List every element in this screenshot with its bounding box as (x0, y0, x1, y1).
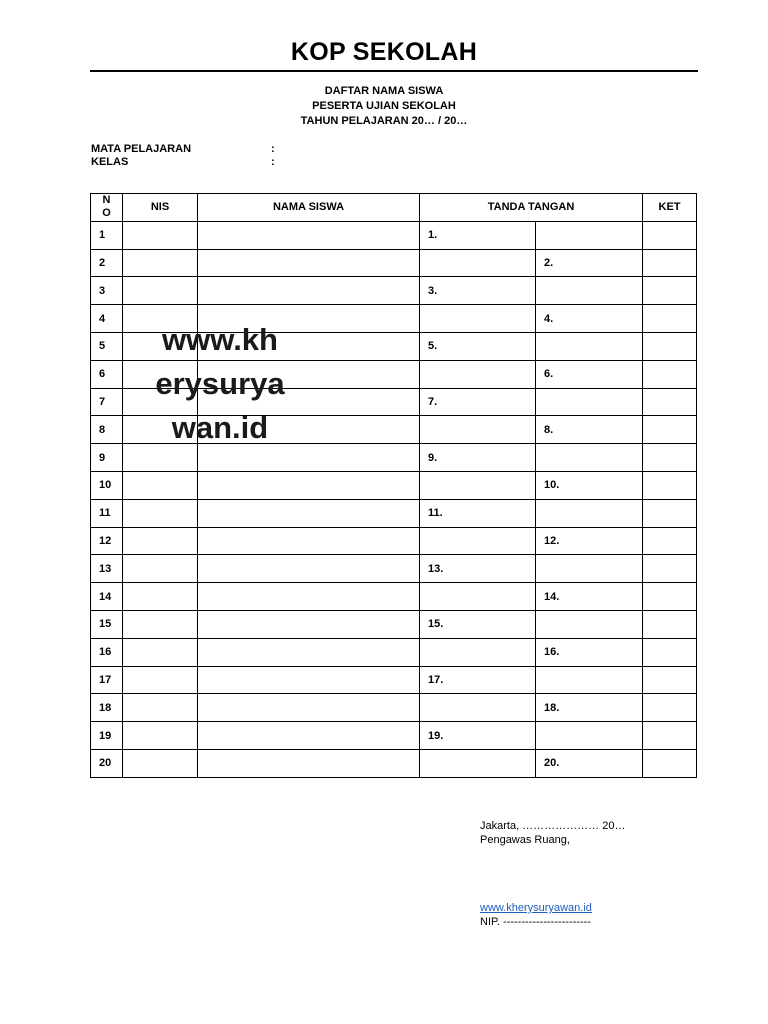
row-ttd-left-cell: 5. (420, 332, 536, 360)
row-ttd-right-cell: 4. (536, 305, 643, 333)
table-row (91, 277, 697, 305)
row-ttd-right-cell (536, 277, 643, 305)
row-ttd-right-cell: 20. (536, 749, 643, 777)
watermark-line-2: erysurya (155, 366, 285, 401)
row-nama-cell (198, 277, 420, 305)
row-ttd-left-cell (420, 416, 536, 444)
row-ttd-right-cell: 12. (536, 527, 643, 555)
row-ket-cell (643, 499, 697, 527)
place-date: Jakarta, ………………… 20… (480, 820, 626, 832)
row-nama-cell (198, 527, 420, 555)
row-ttd-left-cell (420, 749, 536, 777)
row-ket-cell (643, 360, 697, 388)
row-ttd-right-cell (536, 610, 643, 638)
row-nama-cell (198, 666, 420, 694)
row-nis-cell (123, 555, 198, 583)
row-ttd-left-cell (420, 249, 536, 277)
row-no-cell: 20 (91, 749, 123, 777)
row-nis-cell (123, 638, 198, 666)
row-nama-cell (198, 694, 420, 722)
row-nama-cell (198, 583, 420, 611)
row-nis-cell (123, 499, 198, 527)
table-row (91, 638, 697, 666)
row-no-cell: 2 (91, 249, 123, 277)
row-no-cell: 6 (91, 360, 123, 388)
watermark-line-3: wan.id (171, 410, 269, 445)
row-ttd-right-cell: 16. (536, 638, 643, 666)
row-ttd-right-cell (536, 555, 643, 583)
kop-sekolah-title: KOP SEKOLAH (290, 38, 478, 66)
row-no-cell: 5 (91, 332, 123, 360)
row-no-cell: 17 (91, 666, 123, 694)
row-no-cell: 16 (91, 638, 123, 666)
row-nis-cell (123, 277, 198, 305)
col-ket-header: KET (643, 194, 697, 222)
row-no-cell: 18 (91, 694, 123, 722)
row-ket-cell (643, 249, 697, 277)
row-ttd-left-cell (420, 305, 536, 333)
row-ket-cell (643, 749, 697, 777)
col-no-header-o: O (102, 207, 111, 220)
row-nama-cell (198, 610, 420, 638)
watermark-line-1: www.kh (162, 322, 278, 357)
doc-title-line-1: DAFTAR NAMA SISWA (324, 85, 444, 97)
table-row (91, 249, 697, 277)
row-nama-cell (198, 499, 420, 527)
table-row (91, 749, 697, 777)
row-no-cell: 4 (91, 305, 123, 333)
row-ket-cell (643, 277, 697, 305)
website-link[interactable]: www.kherysuryawan.id (480, 902, 592, 914)
kelas-colon: : (271, 156, 275, 168)
row-no-cell: 12 (91, 527, 123, 555)
row-ttd-left-cell: 19. (420, 722, 536, 750)
row-ttd-right-cell: 10. (536, 471, 643, 499)
row-ket-cell (643, 221, 697, 249)
doc-title-line-3: TAHUN PELAJARAN 20… / 20… (300, 115, 468, 127)
row-ket-cell (643, 694, 697, 722)
row-ket-cell (643, 722, 697, 750)
row-no-cell: 14 (91, 583, 123, 611)
row-nama-cell (198, 249, 420, 277)
row-no-cell: 8 (91, 416, 123, 444)
row-ttd-left-cell: 1. (420, 221, 536, 249)
row-ket-cell (643, 555, 697, 583)
row-ttd-left-cell: 15. (420, 610, 536, 638)
col-no-header (91, 194, 123, 222)
row-ttd-left-cell: 3. (420, 277, 536, 305)
row-no-cell: 10 (91, 471, 123, 499)
row-ttd-left-cell: 13. (420, 555, 536, 583)
mata-pelajaran-colon: : (271, 143, 275, 155)
row-nis-cell (123, 221, 198, 249)
row-ttd-right-cell: 6. (536, 360, 643, 388)
col-nama-header: NAMA SISWA (198, 194, 420, 222)
row-ket-cell (643, 416, 697, 444)
row-nama-cell (198, 471, 420, 499)
row-nis-cell (123, 471, 198, 499)
row-ttd-left-cell: 9. (420, 444, 536, 472)
mata-pelajaran-label: MATA PELAJARAN (91, 143, 192, 155)
row-nama-cell (198, 221, 420, 249)
col-no-header-n: N (102, 194, 111, 207)
row-ttd-right-cell (536, 499, 643, 527)
row-no-cell: 11 (91, 499, 123, 527)
row-ttd-right-cell (536, 221, 643, 249)
row-nama-cell (198, 638, 420, 666)
row-ttd-left-cell (420, 583, 536, 611)
row-ket-cell (643, 332, 697, 360)
row-ttd-right-cell (536, 388, 643, 416)
row-ttd-right-cell: 18. (536, 694, 643, 722)
row-ttd-left-cell (420, 527, 536, 555)
row-ttd-right-cell: 2. (536, 249, 643, 277)
row-ttd-left-cell: 7. (420, 388, 536, 416)
row-ttd-left-cell (420, 638, 536, 666)
row-ttd-right-cell (536, 332, 643, 360)
row-ket-cell (643, 305, 697, 333)
row-ket-cell (643, 471, 697, 499)
table-row (91, 722, 697, 750)
table-row (91, 666, 697, 694)
table-header-row (91, 194, 697, 222)
row-ket-cell (643, 527, 697, 555)
row-nis-cell (123, 249, 198, 277)
row-nis-cell (123, 694, 198, 722)
row-ket-cell (643, 610, 697, 638)
nip-line: NIP. ------------------------ (480, 916, 591, 928)
row-ttd-right-cell (536, 444, 643, 472)
row-ket-cell (643, 388, 697, 416)
row-ttd-left-cell (420, 694, 536, 722)
row-ket-cell (643, 444, 697, 472)
row-nis-cell (123, 666, 198, 694)
table-row (91, 471, 697, 499)
table-row (91, 221, 697, 249)
table-row (91, 694, 697, 722)
table-row (91, 527, 697, 555)
row-nis-cell (123, 583, 198, 611)
row-ket-cell (643, 638, 697, 666)
row-no-cell: 19 (91, 722, 123, 750)
row-ttd-right-cell (536, 722, 643, 750)
row-no-cell: 3 (91, 277, 123, 305)
row-nis-cell (123, 722, 198, 750)
table-body (91, 221, 697, 777)
row-no-cell: 9 (91, 444, 123, 472)
doc-title-line-2: PESERTA UJIAN SEKOLAH (312, 100, 456, 112)
row-ttd-left-cell: 17. (420, 666, 536, 694)
row-nis-cell (123, 749, 198, 777)
table-row (91, 583, 697, 611)
pengawas-role: Pengawas Ruang, (480, 834, 570, 846)
row-ttd-left-cell (420, 471, 536, 499)
table-row (91, 610, 697, 638)
watermark (130, 318, 310, 450)
student-table (90, 193, 697, 778)
col-ttd-header: TANDA TANGAN (420, 194, 643, 222)
row-no-cell: 15 (91, 610, 123, 638)
header-divider (90, 70, 698, 72)
col-nis-header: NIS (123, 194, 198, 222)
row-ttd-right-cell: 14. (536, 583, 643, 611)
row-ttd-left-cell: 11. (420, 499, 536, 527)
row-nama-cell (198, 555, 420, 583)
row-nama-cell (198, 749, 420, 777)
row-ket-cell (643, 666, 697, 694)
row-ket-cell (643, 583, 697, 611)
row-nama-cell (198, 722, 420, 750)
row-ttd-right-cell (536, 666, 643, 694)
table-row (91, 499, 697, 527)
row-no-cell: 1 (91, 221, 123, 249)
kelas-label: KELAS (91, 156, 129, 168)
table-row (91, 555, 697, 583)
row-no-cell: 7 (91, 388, 123, 416)
row-nis-cell (123, 610, 198, 638)
row-nis-cell (123, 527, 198, 555)
row-ttd-right-cell: 8. (536, 416, 643, 444)
row-ttd-left-cell (420, 360, 536, 388)
row-no-cell: 13 (91, 555, 123, 583)
